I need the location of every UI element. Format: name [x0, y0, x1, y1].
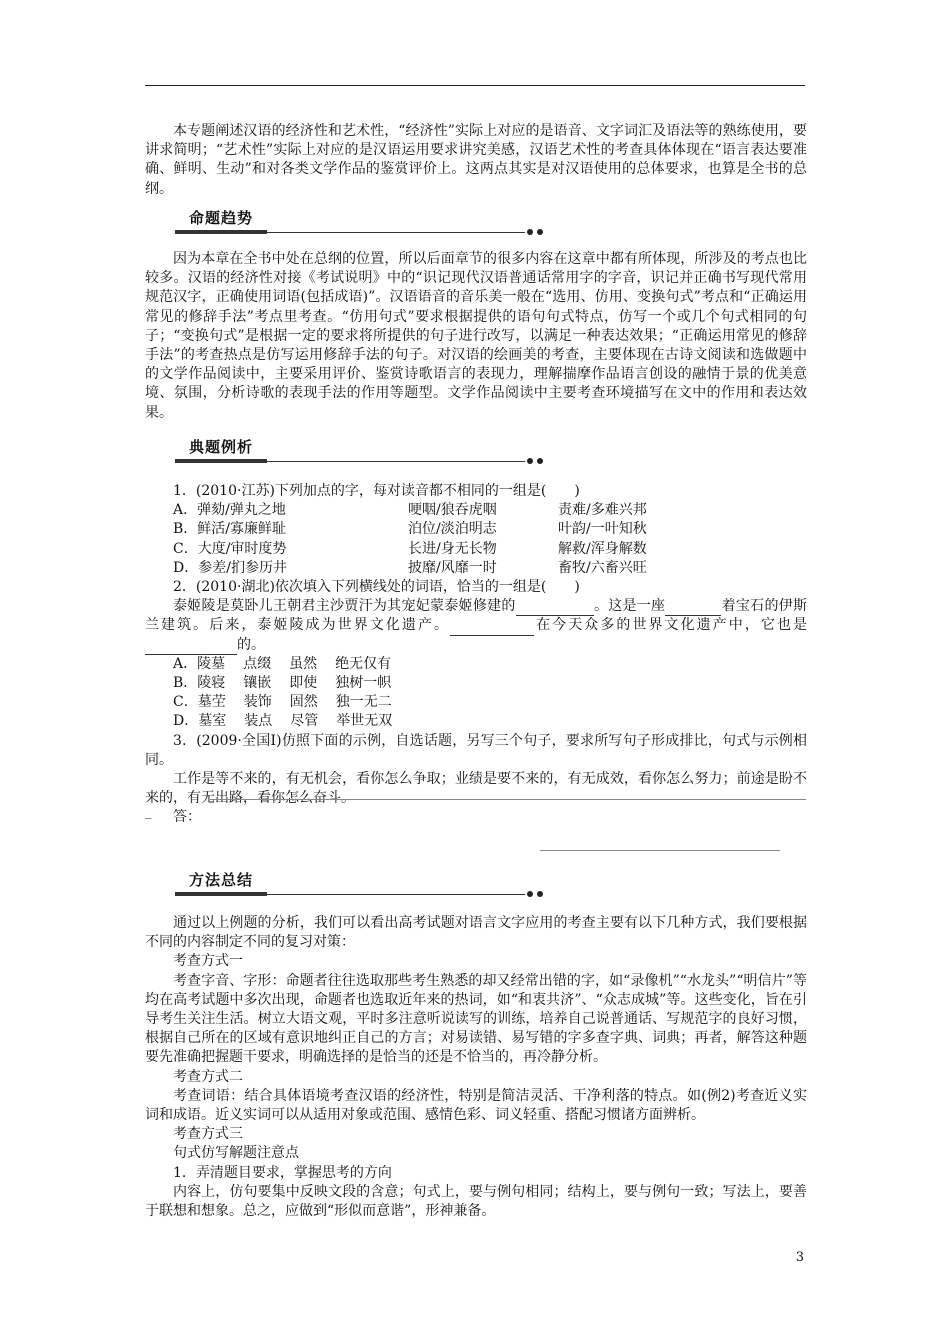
q3-example: 工作是等不来的，有无机会，看你怎么争取；业绩是要不来的，有无成效，看你怎么努力；前途是盼不来的，有无出路，看你怎么奋斗。: [145, 771, 807, 807]
trend-block: [145, 250, 807, 423]
q2-option-row: A．陵墓 点缀 虽然 绝无仅有: [173, 655, 392, 672]
q2-stem: 2．(2010·湖北)依次填入下列横线处的词语，恰当的一组是( ): [173, 579, 580, 596]
method-3-subtitle: 句式仿写解题注意点: [173, 1145, 299, 1162]
q1-stem: 1．(2010·江苏)下列加点的字，每对读音都不相同的一组是( ): [173, 483, 580, 499]
q2-option-row: B．陵寝 镶嵌 即使 独树一帜: [173, 675, 392, 692]
method-2-title: 考查方式二: [173, 1068, 243, 1085]
heading-bar: [175, 230, 267, 234]
heading-dot: [537, 458, 543, 464]
q1-options: [145, 501, 807, 578]
method-3-title: 考查方式三: [173, 1126, 243, 1143]
section-title: 方法总结: [189, 871, 254, 889]
section-heading-method: [175, 870, 545, 900]
answer-line[interactable]: [210, 799, 806, 800]
answer-blank: [145, 640, 237, 655]
method-intro: 通过以上例题的分析，我们可以看出高考试题对语言文字应用的考查主要有以下几种方式，我们要根据不同的内容制定不同的复习对策：: [145, 915, 807, 951]
answer-dash: _: [145, 805, 152, 820]
q2-passage: 泰姬陵是莫卧儿王朝君主沙贾汗为其宠妃蒙泰姬修建的 。这是一座 着宝石的伊斯兰建筑。后来，泰姬陵成为世界文化遗产。 在今天众多的世界文化遗产中，它也是的。: [145, 597, 807, 655]
heading-line: [267, 461, 525, 462]
method-3-text: 内容上，仿句要集中反映文段的含意；句式上，要与例句相同；结构上，要与例句一致；写法上，要善于联想和想象。总之，应做到“形似而意谐”，形神兼备。: [145, 1183, 807, 1220]
answer-blank: [516, 601, 594, 616]
section-title: 典题例析: [189, 438, 254, 456]
heading-dot: [537, 229, 543, 235]
method-1-text: 考查字音、字形：命题者往往选取那些考生熟悉的却又经常出错的字，如“录像机”“水龙头”“明信片”等均在高考试题中多次出现，命题者也选取近年来的热词，如“和衷共济”、“众志成城”等。这些变化，旨在引导考生关注生活。树立大语文观，平时多注意听说读写的训练，培养自己说普通话、写规范字的良好习惯，根据自己所在的区域有意识地纠正自己的方言；对易读错、易写错的字多查字典、词典；再者，解答这种题要先准确把握题干要求，明确选择的是恰当的还是不恰当的，再冷静分析。: [145, 972, 807, 1066]
q2-option-row: D．墓室 装点 尽管 举世无双: [173, 713, 393, 730]
answer-blank: [450, 621, 534, 636]
heading-dot: [527, 229, 533, 235]
method-2-text: 考查词语：结合具体语境考查汉语的经济性，特别是简洁灵活、干净利落的特点。如(例2)考查近义实词和成语。近义实词可以从适用对象或范围、感情色彩、词义轻重、搭配习惯诸方面辨析。: [145, 1087, 807, 1124]
heading-dot: [537, 891, 543, 897]
q3-stem: 3．(2009·全国Ⅰ)仿照下面的示例，自选话题，另写三个句子，要求所写句子形成排比，句式与示例相同。: [145, 732, 807, 768]
q3-answer-label: 答：: [173, 809, 201, 826]
heading-line: [267, 232, 525, 233]
answer-line[interactable]: [540, 850, 780, 851]
q1-option-row: C．大度/审时度势 长进/身无长物 解救/浑身解数: [173, 540, 647, 557]
intro-block: [145, 122, 807, 199]
section-title: 命题趋势: [189, 209, 254, 227]
heading-bar: [175, 892, 267, 896]
section-heading-examples: [175, 437, 545, 467]
q2-options: [145, 655, 807, 732]
method-3-point: 1．弄清题目要求，掌握思考的方向: [173, 1164, 392, 1181]
answer-blank: [665, 601, 721, 616]
heading-line: [267, 894, 525, 895]
q1-option-row: A．弹劾/弹丸之地 哽咽/狼吞虎咽 责难/多难兴邦: [173, 502, 647, 519]
section-heading-trend: [175, 208, 545, 238]
header-rule: [145, 85, 805, 86]
intro-paragraph: 本专题阐述汉语的经济性和艺术性，“经济性”实际上对应的是语音、文字词汇及语法等的熟练使用，要讲求简明；“艺术性”实际上对应的是汉语运用要求讲究美感，汉语艺术性的考查具体体现在“语言表达要准确、鲜明、生动”和对各类文学作品的鉴赏评价上。这两点其实是对汉语使用的总体要求，也算是全书的总纲。: [145, 123, 807, 197]
heading-bar: [175, 459, 267, 463]
trend-paragraph: 因为本章在全书中处在总纲的位置，所以后面章节的很多内容在这章中都有所体现，所涉及的考点也比较多。汉语的经济性对接《考试说明》中的“识记现代汉语普通话常用字的字音，识记并正确书写现代常用规范汉字，正确使用词语(包括成语)”。汉语语音的音乐美一般在“选用、仿用、变换句式”考点和“正确运用常见的修辞手法”考点里考查。“仿用句式”要求根据提供的语句句式特点，仿写一个或几个句式相同的句子；“变换句式”是根据一定的要求将所提供的句子进行改写，以满足一种表达效果；“正确运用常见的修辞手法”的考查热点是仿写运用修辞手法的句子。对汉语的绘画美的考查，主要体现在古诗文阅读和选做题中的文学作品阅读中，主要采用评价、鉴赏诗歌语言的表现力，理解揣摩作品语言创设的融情于景的优美意境、氛围，分析诗歌的表现手法的作用等题型。文学作品阅读中主要考查环境描写在文中的作用和表达效果。: [145, 251, 807, 421]
q2-option-row: C．墓茔 装饰 固然 独一无二: [173, 694, 392, 711]
method-1-title: 考查方式一: [173, 953, 243, 970]
examples-block: [145, 482, 807, 828]
q1-option-row: D．参差/扪参历井 披靡/风靡一时 畜牧/六畜兴旺: [173, 559, 647, 576]
heading-dot: [527, 458, 533, 464]
page-number: 3: [795, 1250, 804, 1265]
heading-dot: [527, 891, 533, 897]
method-block: [145, 914, 807, 1221]
q1-option-row: B．鲜活/寡廉鲜耻 泊位/淡泊明志 叶韵/一叶知秋: [173, 521, 647, 538]
